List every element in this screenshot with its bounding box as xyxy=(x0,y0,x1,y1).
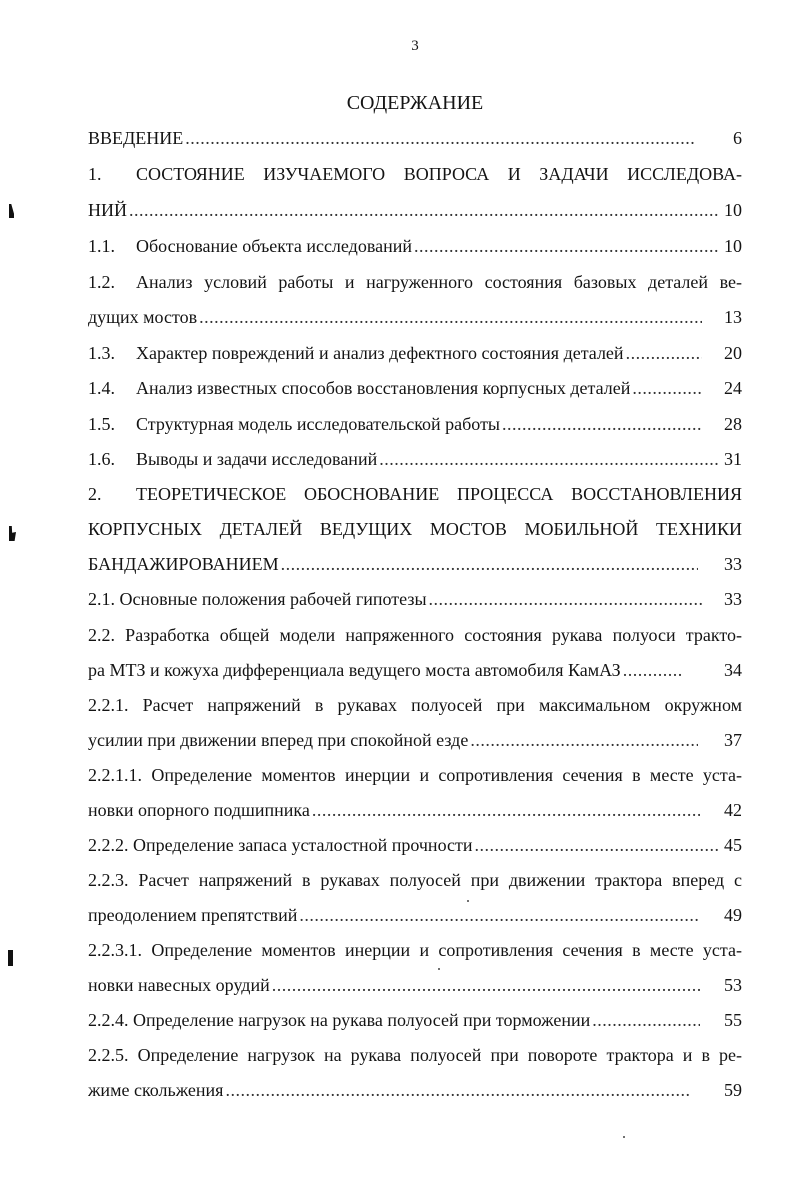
dot-leader xyxy=(272,974,700,996)
toc-entry-text: 2.2.1.1. Определение моментов инерции и сопротивления сечения в месте уста- xyxy=(88,765,742,785)
toc-entry-text: 2.2.1. Расчет напряжений в рукавах полуосей при максимальном окружном xyxy=(88,695,742,715)
toc-entry-page: 24 xyxy=(724,378,742,398)
toc-entry-1-2 xyxy=(88,271,742,295)
toc-entry-text: новки навесных орудий xyxy=(88,975,270,995)
toc-entry-text: 2.1. Основные положения рабочей гипотезы xyxy=(88,589,427,609)
dot-leader xyxy=(623,659,682,681)
dot-leader xyxy=(225,1079,690,1101)
toc-entry-text: 2.2.5. Определение нагрузок на рукава полуосей при повороте трактора и в ре- xyxy=(88,1045,742,1065)
toc-number: 1.2. xyxy=(88,272,115,292)
toc-entry-text: Анализ известных способов восстановления корпусных деталей xyxy=(136,378,631,398)
toc-entry-text: Анализ условий работы и нагруженного состояния базовых деталей ве- xyxy=(136,272,742,292)
toc-heading-2 xyxy=(88,483,742,507)
toc-number: 2. xyxy=(88,484,102,504)
toc-entry-page: 33 xyxy=(724,554,742,574)
toc-entry-intro xyxy=(88,127,742,151)
scan-speck xyxy=(623,1136,625,1138)
toc-number: 1.3. xyxy=(88,343,115,363)
toc-entry-2-2-3-1-cont xyxy=(88,974,742,998)
toc-entry-2-2-1-1 xyxy=(88,764,742,788)
toc-entry-page: 34 xyxy=(724,660,742,680)
toc-entry-1-3 xyxy=(88,342,742,366)
toc-entry-1-1 xyxy=(88,235,742,259)
toc-entry-page: 49 xyxy=(724,905,742,925)
toc-entry-text: ВВЕДЕНИЕ xyxy=(88,128,184,148)
dot-leader xyxy=(199,306,702,328)
scan-mark xyxy=(9,204,14,218)
toc-entry-2-2-3-1 xyxy=(88,939,742,963)
toc-entry-page: 20 xyxy=(724,343,742,363)
toc-entry-text: СОСТОЯНИЕ ИЗУЧАЕМОГО ВОПРОСА И ЗАДАЧИ ИССЛЕДОВА- xyxy=(136,164,742,184)
dot-leader xyxy=(281,553,698,575)
toc-entry-page: 6 xyxy=(733,128,742,148)
toc-entry-2-2 xyxy=(88,624,742,648)
scan-speck xyxy=(438,968,440,970)
toc-entry-1-cont xyxy=(88,199,742,223)
toc-entry-2-2-cont xyxy=(88,659,742,683)
toc-entry-1-2-cont xyxy=(88,306,742,330)
toc-number: 1.6. xyxy=(88,449,115,469)
toc-heading-2-cont xyxy=(88,518,742,542)
toc-entry-page: 37 xyxy=(724,730,742,750)
toc-entry-page: 28 xyxy=(724,414,742,434)
dot-leader xyxy=(475,834,718,856)
toc-entry-text: преодолением препятствий xyxy=(88,905,298,925)
toc-entry-page: 33 xyxy=(724,589,742,609)
toc-entry-1-4 xyxy=(88,377,742,401)
toc-entry-2-2-3-cont xyxy=(88,904,742,928)
page-number: 3 xyxy=(411,38,419,54)
toc-entry-text: Структурная модель исследовательской работы xyxy=(136,414,501,434)
toc-entry-text: 2.2.3.1. Определение моментов инерции и сопротивления сечения в месте уста- xyxy=(88,940,742,960)
toc-entry-2-2-3 xyxy=(88,869,742,893)
toc-entry-text: жиме скольжения xyxy=(88,1080,224,1100)
toc-entry-text: 2.2.3. Расчет напряжений в рукавах полуосей при движении трактора вперед с xyxy=(88,870,742,890)
dot-leader xyxy=(414,235,718,257)
dot-leader xyxy=(429,588,702,610)
dot-leader xyxy=(592,1009,700,1031)
toc-entry-text: Характер повреждений и анализ дефектного состояния деталей xyxy=(136,343,624,363)
toc-heading-2-end xyxy=(88,553,742,577)
toc-entry-2-2-2 xyxy=(88,834,742,858)
toc-entry-text: 2.2.4. Определение нагрузок на рукава полуосей при торможении xyxy=(88,1010,591,1030)
toc-entry-text: Обоснование объекта исследований xyxy=(136,236,412,256)
dot-leader xyxy=(129,199,718,221)
toc-entry-text: 2.2. Разработка общей модели напряженного состояния рукава полуоси тракто- xyxy=(88,625,742,645)
toc-entry-2-2-4 xyxy=(88,1009,742,1033)
toc-entry-text: НИЙ xyxy=(88,200,127,220)
toc-entry-page: 59 xyxy=(724,1080,742,1100)
page-title: СОДЕРЖАНИЕ xyxy=(346,92,484,114)
scan-mark xyxy=(9,526,16,541)
dot-leader xyxy=(379,448,718,470)
toc-entry-text: дущих мостов xyxy=(88,307,198,327)
dot-leader xyxy=(299,904,700,926)
dot-leader xyxy=(470,729,698,751)
dot-leader xyxy=(502,413,702,435)
toc-entry-page: 55 xyxy=(724,1010,742,1030)
toc-entry-text: новки опорного подшипника xyxy=(88,800,310,820)
dot-leader xyxy=(632,377,702,399)
toc-entry-text: БАНДАЖИРОВАНИЕМ xyxy=(88,554,279,574)
toc-entry-2-2-5-cont xyxy=(88,1079,742,1103)
toc-entry-page: 45 xyxy=(724,835,742,855)
toc-entry-page: 10 xyxy=(724,236,742,256)
toc-entry-text: ТЕОРЕТИЧЕСКОЕ ОБОСНОВАНИЕ ПРОЦЕССА ВОССТАНОВЛЕНИЯ xyxy=(136,484,742,504)
scan-speck xyxy=(467,900,469,902)
toc-entry-text: КОРПУСНЫХ ДЕТАЛЕЙ ВЕДУЩИХ МОСТОВ МОБИЛЬНОЙ ТЕХНИКИ xyxy=(88,519,742,539)
toc-number: 1.1. xyxy=(88,236,115,256)
toc-entry-page: 10 xyxy=(724,200,742,220)
scan-mark xyxy=(8,950,13,966)
toc-entry-2-2-1-1-cont xyxy=(88,799,742,823)
toc-heading-1 xyxy=(88,163,742,187)
toc-entry-page: 31 xyxy=(724,449,742,469)
toc-number: 1. xyxy=(88,164,102,184)
toc-entry-2-1 xyxy=(88,588,742,612)
toc-entry-1-5 xyxy=(88,413,742,437)
toc-number: 1.4. xyxy=(88,378,115,398)
toc-entry-page: 13 xyxy=(724,307,742,327)
dot-leader xyxy=(626,342,702,364)
toc-entry-page: 42 xyxy=(724,800,742,820)
toc-entry-2-2-1-cont xyxy=(88,729,742,753)
toc-entry-text: ра МТЗ и кожуха дифференциала ведущего моста автомобиля КамАЗ xyxy=(88,660,621,680)
dot-leader xyxy=(312,799,700,821)
toc-number: 1.5. xyxy=(88,414,115,434)
dot-leader xyxy=(185,127,696,149)
toc-entry-text: 2.2.2. Определение запаса усталостной прочности xyxy=(88,835,473,855)
toc-entry-2-2-1 xyxy=(88,694,742,718)
toc-entry-1-6 xyxy=(88,448,742,472)
toc-entry-text: усилии при движении вперед при спокойной езде xyxy=(88,730,469,750)
toc-entry-page: 53 xyxy=(724,975,742,995)
toc-entry-2-2-5 xyxy=(88,1044,742,1068)
toc-entry-text: Выводы и задачи исследований xyxy=(136,449,378,469)
